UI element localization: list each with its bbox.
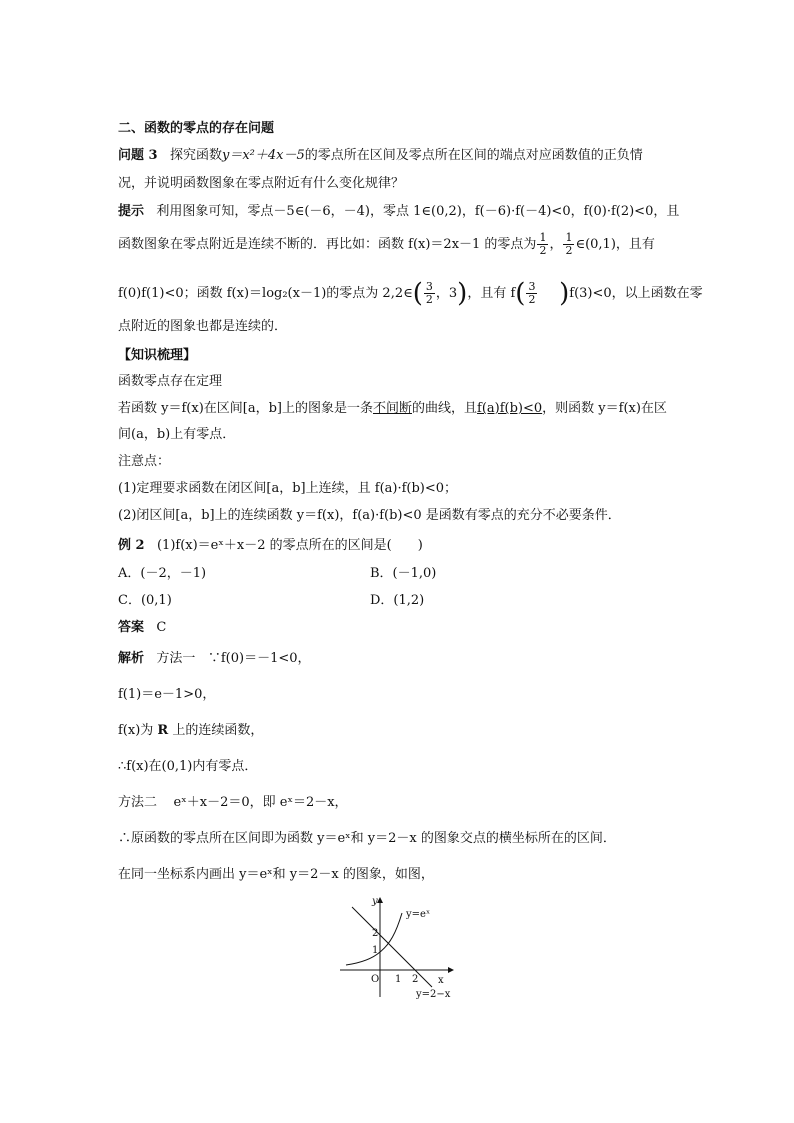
hint-text-2c: ∈(0,1)，且有 [575,237,655,252]
method-one-label: 方法一 [156,651,196,666]
fraction-denominator: 2 [565,244,573,257]
method-two-line-1 [118,794,348,812]
hint-text-3d: f(3)<0，以上函数在零 [569,286,703,301]
right-paren: ) [559,278,570,309]
x-axis-arrow [448,967,454,973]
method-one-step-3b: 上的连续函数， [168,723,264,738]
fraction-three-halves-1 [424,281,435,306]
solution-label: 解析 [118,651,145,666]
right-paren: ) [457,278,468,309]
underline-continuous: 不间断 [372,401,412,416]
hint-text-2a: 函数图象在零点附近是连续不断的．再比如：函数 f(x)＝2x－1 的零点为 [118,237,537,252]
hint-text-3c: ，且有 f [467,286,516,301]
section-title: 二、函数的零点的存在问题 [118,121,275,136]
question-text-b: 的零点所在区间及零点所在区间的端点对应函数值的正负情 [304,148,643,163]
hint-text-2b: ， [549,237,563,252]
hint-text-1: 利用图象可知，零点－5∈(－6，－4)，零点 1∈(0,2)，f(－6)·f(－4)<0，f(0)·f(2)<0，且 [156,204,680,219]
left-paren: ( [412,278,423,309]
knowledge-heading: 【知识梳理】 [118,348,197,363]
example-question: (1)f(x)＝eˣ＋x－2 的零点所在的区间是( ) [156,538,423,553]
fraction-half-2 [563,232,574,257]
theorem-line-1 [118,400,667,418]
method-one-step-2: f(1)＝e－1>0， [118,687,216,702]
fraction-numerator: 1 [539,231,547,244]
note-1: (1)定理要求函数在闭区间[a，b]上连续，且 f(a)·f(b)<0； [118,481,458,496]
fraction-three-halves-2 [526,281,537,306]
intersection-graph [340,895,460,1000]
theorem-text-1b: 的曲线，且 [412,401,478,416]
fraction-denominator: 2 [539,244,547,257]
method-two-step-1: eˣ＋x－2＝0，即 eˣ＝2－x， [173,795,348,810]
method-two-step-3: 在同一坐标系内画出 y＝eˣ和 y＝2－x 的图象，如图， [118,867,434,882]
fraction-numerator: 3 [425,280,433,293]
linear-line-label: y=2−x [416,989,451,1000]
question-line-1 [118,147,643,165]
answer-line [118,619,166,637]
theorem-text-1a: 若函数 y＝f(x)在区间[a，b]上的图象是一条 [118,401,373,416]
option-b: B．(－1,0) [370,566,437,581]
note-2: (2)闭区间[a，b]上的连续函数 y＝f(x)，f(a)·f(b)<0 是函数有零点的充分不必要条件． [118,508,621,523]
hint-line-1 [118,203,679,221]
left-paren: ( [515,278,526,309]
theorem-title: 函数零点存在定理 [118,374,223,389]
hint-label: 提示 [118,204,145,219]
answer-value: C [156,620,167,635]
theorem-line-2: 间(a，b)上有零点． [118,427,236,442]
method-one-step-3 [118,722,263,740]
method-two-label: 方法二 [118,795,158,810]
note-heading: 注意点： [118,454,171,469]
question-text-a: 探究函数 [169,148,222,163]
exp-curve [346,913,402,965]
option-d: D．(1,2) [370,593,425,608]
y-tick-1: 1 [372,945,379,956]
theorem-text-1c: ，则函数 y＝f(x)在区 [542,401,667,416]
method-one-step-4: ∴f(x)在(0,1)内有零点． [118,759,258,774]
question-line-2: 况，并说明函数图象在零点附近有什么变化规律？ [118,176,405,191]
x-tick-2: 2 [412,974,419,985]
y-axis-arrow [377,897,383,903]
method-one-step-1: ∵f(0)＝－1<0， [207,651,311,666]
fraction-half-1 [537,232,548,257]
option-a: A．(－2，－1) [118,566,207,581]
example-stem [118,537,423,555]
fraction-denominator: 2 [528,293,536,306]
hint-text-3a: f(0)f(1)<0；函数 f(x)＝log₂(x－1)的零点为 2,2∈ [118,286,413,301]
answer-label: 答案 [118,620,145,635]
method-one-step-3a: f(x)为 [118,723,158,738]
solution-line-1 [118,650,311,668]
hint-line-2 [118,232,655,257]
hint-line-4: 点附近的图象也都是连续的． [118,319,288,334]
fraction-numerator: 3 [528,280,536,293]
method-two-step-2: ∴原函数的零点所在区间即为函数 y＝eˣ和 y＝2－x 的图象交点的横坐标所在的区间． [118,831,616,846]
question-function: y＝x²＋4x－5 [222,148,305,163]
hint-line-3 [118,278,703,309]
underline-condition: f(a)f(b)<0 [477,401,543,416]
exp-curve-label: y=eˣ [406,909,431,920]
hint-text-3b: ，3 [435,286,458,301]
y-tick-2: 2 [372,928,379,939]
x-tick-1: 1 [395,974,402,985]
option-c: C．(0,1) [118,593,172,608]
example-label: 例 2 [118,538,145,553]
fraction-denominator: 2 [425,293,433,306]
origin-label: O [371,974,380,985]
question-label: 问题 3 [118,148,158,163]
fraction-numerator: 1 [565,231,573,244]
x-axis-label: x [438,975,444,986]
y-axis-label: y [372,896,378,907]
real-numbers-symbol: R [157,723,169,738]
